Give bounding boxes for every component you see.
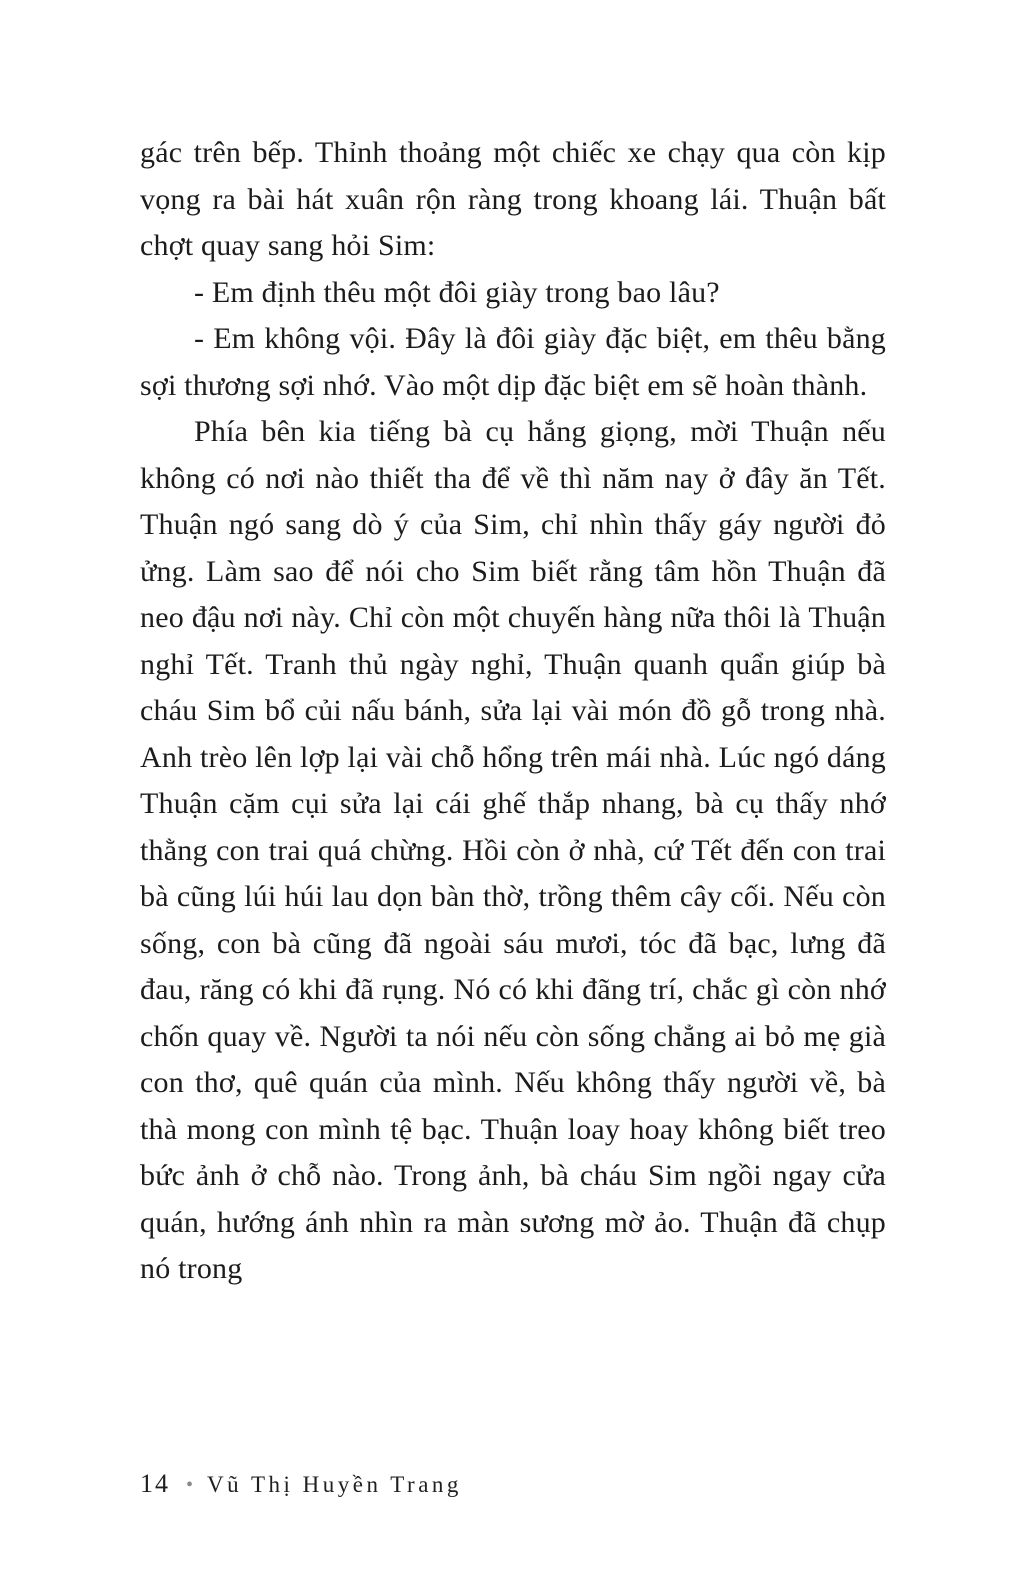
page-number: 14: [140, 1469, 170, 1498]
page-footer: [140, 1468, 886, 1501]
footer-dot-separator: •: [186, 1473, 194, 1496]
paragraph-dialogue-1: - Em định thêu một đôi giày trong bao lâu?: [194, 275, 720, 309]
author-name: Vũ Thị Huyền Trang: [207, 1472, 462, 1497]
paragraph-continuation: gác trên bếp. Thỉnh thoảng một chiếc xe chạy qua còn kịp vọng ra bài hát xuân rộn ràng trong khoang lái. Thuận bất chợt quay sang hỏi Sim:: [140, 136, 886, 262]
paragraph-dialogue-2: - Em không vội. Đây là đôi giày đặc biệt, em thêu bằng sợi thương sợi nhớ. Vào một dịp đặc biệt em sẽ hoàn thành.: [140, 322, 886, 402]
body-text: [140, 130, 886, 1293]
paragraph-narrative: Phía bên kia tiếng bà cụ hắng giọng, mời Thuận nếu không có nơi nào thiết tha để về thì năm nay ở đây ăn Tết. Thuận ngó sang dò ý của Sim, chỉ nhìn thấy gáy người đỏ ửng. Làm sao để nói cho Sim biết rằng tâm hồn Thuận đã neo đậu nơi này. Chỉ còn một chuyến hàng nữa thôi là Thuận nghỉ Tết. Tranh thủ ngày nghỉ, Thuận quanh quẩn giúp bà cháu Sim bổ củi nấu bánh, sửa lại vài món đồ gỗ trong nhà. Anh trèo lên lợp lại vài chỗ hổng trên mái nhà. Lúc ngó dáng Thuận cặm cụi sửa lại cái ghế thắp nhang, bà cụ thấy nhớ thằng con trai quá chừng. Hồi còn ở nhà, cứ Tết đến con trai bà cũng lúi húi lau dọn bàn thờ, trồng thêm cây cối. Nếu còn sống, con bà cũng đã ngoài sáu mươi, tóc đã bạc, lưng đã đau, răng có khi đã rụng. Nó có khi đãng trí, chắc gì còn nhớ chốn quay về. Người ta nói nếu còn sống chẳng ai bỏ mẹ già con thơ, quê quán của mình. Nếu không thấy người về, bà thà mong con mình tệ bạc. Thuận loay hoay không biết treo bức ảnh ở chỗ nào. Trong ảnh, bà cháu Sim ngồi ngay cửa quán, hướng ánh nhìn ra màn sương mờ ảo. Thuận đã chụp nó trong: [140, 415, 887, 1285]
